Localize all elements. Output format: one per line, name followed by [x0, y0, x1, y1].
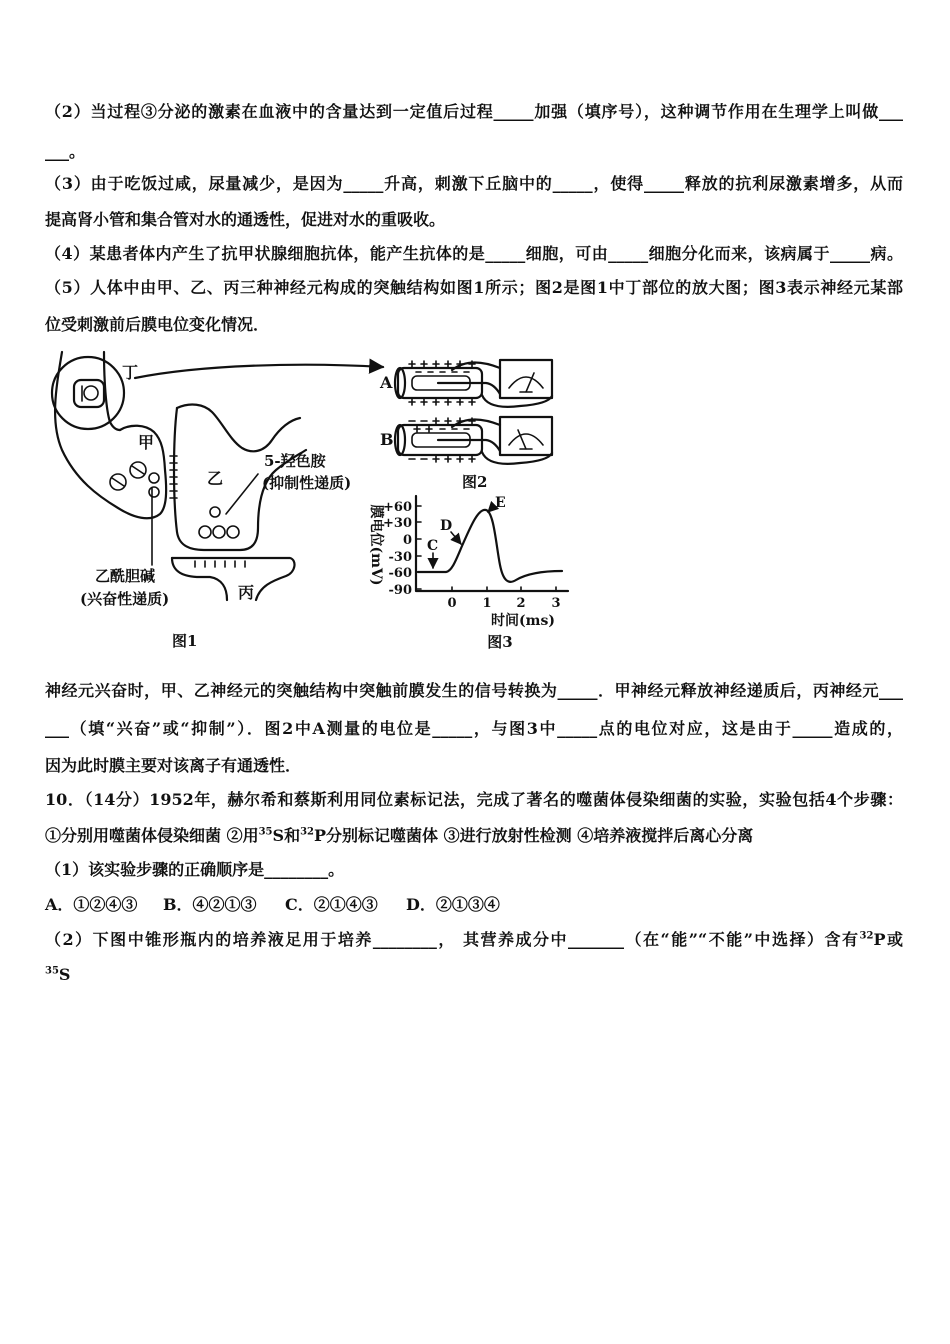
membrane-segment: [74, 380, 104, 407]
figure-2-axon-recording: [379, 360, 552, 491]
option-b: B．④②①③: [163, 895, 257, 914]
x-tick-label: 3: [551, 596, 561, 611]
isotope-mass-35: 35: [45, 965, 59, 977]
q9-part5-line1: （5）人体中由甲、乙、丙三种神经元构成的突触结构如图1所示；图2是图1中丁部位的放大图；图3表示神经元某部: [45, 278, 903, 297]
serotonin-pointer: [226, 474, 258, 514]
neuron-jia-inner-edge: [104, 352, 120, 430]
fig2-panel-b: [395, 417, 552, 464]
q9-part2-line1: （2）当过程③分泌的激素在血液中的含量达到一定值后过程_____加强（填序号），这种调节作用在生理学上叫做___: [45, 102, 903, 121]
label-ach: 乙酰胆碱: [95, 567, 156, 585]
electrode-icon: [84, 386, 98, 400]
y-tick-label: +60: [383, 500, 412, 515]
y-axis-label: 膜电位(mV): [368, 504, 384, 586]
receptor-ticks: [195, 561, 245, 567]
neuron-yi-top: [177, 405, 300, 452]
vesicle: [227, 526, 239, 538]
y-tick-label: -60: [388, 566, 412, 581]
x-axis-label: 时间(ms): [491, 613, 555, 629]
figure-1-caption: 图1: [172, 632, 198, 650]
option-d: D．②①③④: [406, 895, 500, 914]
figure-3-potential-curve: [368, 495, 568, 651]
sub2-text: （2）下图中锥形瓶内的培养液足用于培养________， 其营养成分中_______（在“能”“不能”中选择）含有: [45, 930, 860, 949]
label-ding: 丁: [122, 363, 139, 382]
y-tick-label: +30: [383, 516, 412, 531]
label-a: A: [380, 373, 393, 392]
magnify-arrow: [135, 365, 383, 378]
figure-1-synapse: [52, 352, 383, 650]
y-tick-label: 0: [402, 533, 412, 548]
vesicle: [199, 526, 211, 538]
vesicle: [213, 526, 225, 538]
pointer-d: [451, 532, 461, 544]
label-serotonin-note: (抑制性递质): [262, 474, 352, 492]
sub2-text: S: [58, 965, 71, 984]
vesicle: [210, 507, 220, 517]
q9-part5-follow-line3: 因为此时膜主要对该离子有通透性．: [45, 756, 302, 775]
label-jia: 甲: [138, 433, 155, 452]
axes: [416, 496, 568, 591]
step-4: ④培养液搅拌后离心分离: [577, 826, 754, 845]
x-tick-label: 1: [482, 596, 492, 611]
q9-part5-line2: 位受刺激前后膜电位变化情况．: [45, 315, 270, 334]
isotope-mass-32: 32: [859, 930, 874, 942]
point-e-label: E: [495, 495, 506, 511]
label-ach-note: (兴奋性递质): [80, 590, 170, 608]
q9-part5-follow-line1: 神经元兴奋时，甲、乙神经元的突触结构中突触前膜发生的信号转换为_____．甲神经元释放神经递质后，丙神经元___: [45, 681, 903, 700]
vesicle: [149, 473, 159, 483]
step-2-text: ②用: [226, 826, 259, 845]
label-serotonin: 5-羟色胺: [264, 452, 326, 470]
step-2-text: P分别标记噬菌体: [314, 826, 444, 845]
sub2-text: P或: [873, 930, 903, 949]
label-yi: 乙: [207, 469, 224, 488]
figure-2-caption: 图2: [462, 473, 488, 491]
pointer-e: [488, 506, 494, 512]
q10-sub2-line2: [45, 964, 70, 986]
vesicle: [149, 487, 159, 497]
point-d-label: D: [440, 518, 453, 534]
figure-3-caption: 图3: [487, 633, 513, 651]
neuron-figures: [0, 340, 600, 665]
q9-part3-line1: （3）由于吃饭过咸，尿量减少，是因为_____升高，刺激下丘脑中的_____，使得_____释放的抗利尿激素增多，从而: [45, 174, 903, 193]
label-bing: 丙: [238, 583, 255, 602]
q9-part4-line1: （4）某患者体内产生了抗甲状腺细胞抗体，能产生抗体的是_____细胞，可由_____细胞分化而来，该病属于_____病。: [45, 244, 903, 263]
y-tick-label: -90: [388, 583, 412, 598]
q10-steps: [45, 825, 753, 847]
label-b: B: [380, 430, 394, 449]
neuron-bing-left: [172, 558, 227, 600]
q10-stem: 10．（14分）1952年，赫尔希和蔡斯利用同位素标记法，完成了著名的噬菌体侵染细菌的实验，实验包括4个步骤：: [45, 790, 903, 809]
point-c-label: C: [427, 538, 439, 554]
step-2-text: S和: [272, 826, 301, 845]
step-3: ③进行放射性检测: [443, 826, 578, 845]
vesicle-contents: [112, 466, 144, 486]
q9-part2-line2: ___。: [45, 142, 86, 161]
y-tick-label: -30: [388, 550, 412, 565]
fig2-panel-a: [395, 360, 552, 407]
q10-sub2-line1: [45, 929, 903, 951]
isotope-mass-35: 35: [258, 826, 273, 838]
neuron-bing-outline: [172, 558, 295, 600]
isotope-mass-32: 32: [300, 826, 314, 838]
option-a: A．①②④③: [45, 895, 138, 914]
q9-part3-line2: 提高肾小管和集合管对水的通透性，促进对水的重吸收。: [45, 210, 446, 229]
option-c: C．②①④③: [285, 895, 378, 914]
q10-sub1: （1）该实验步骤的正确顺序是________。: [45, 860, 345, 879]
x-tick-label: 2: [516, 596, 526, 611]
x-tick-label: 0: [447, 596, 457, 611]
q9-part5-follow-line2: ___（填“兴奋”或“抑制”）．图2中A测量的电位是_____，与图3中_____点的电位对应，这是由于_____造成的，: [45, 719, 903, 738]
step-1: ①分别用噬菌体侵染细菌: [45, 826, 227, 845]
magnifier-circle-ding: [52, 357, 124, 429]
